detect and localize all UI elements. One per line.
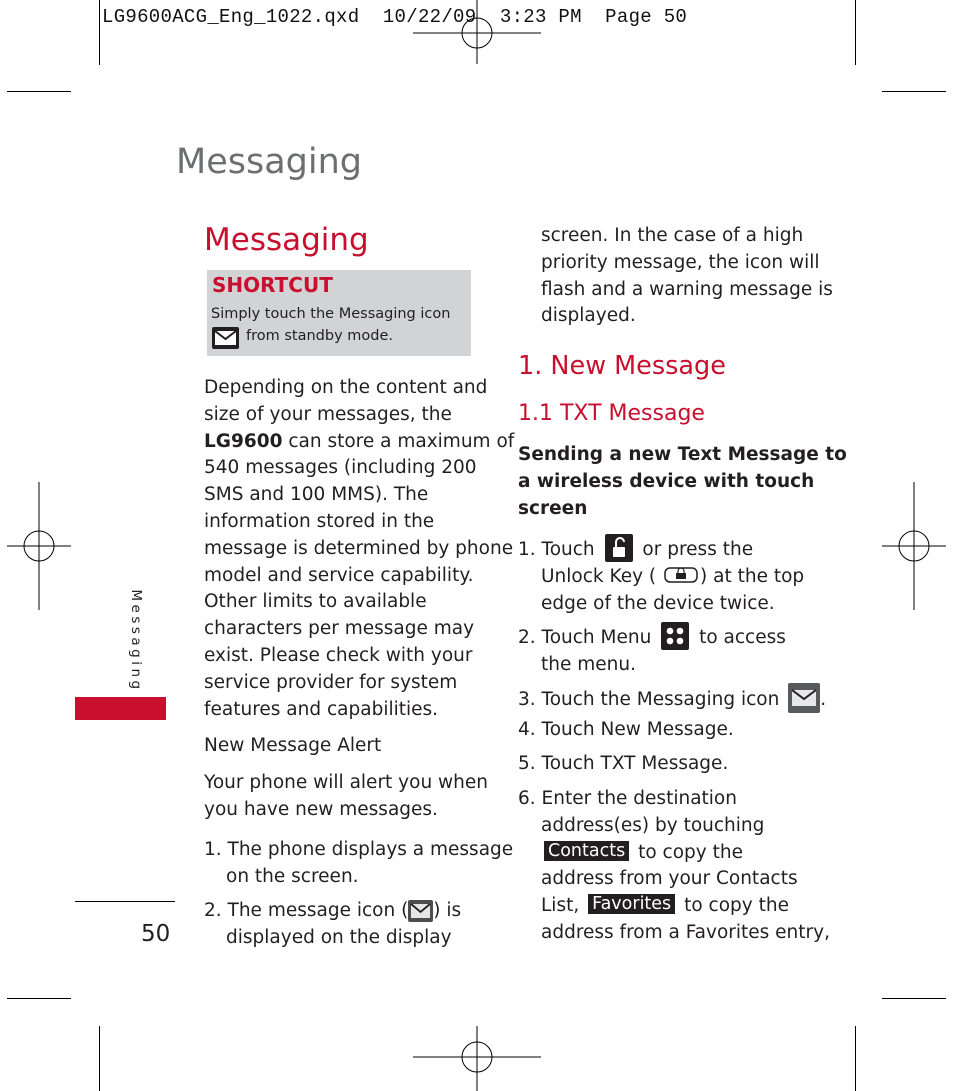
alert-heading: New Message Alert <box>204 735 382 756</box>
text-line: Sending a new Text Message to <box>518 444 847 465</box>
text-line: on the screen. <box>226 865 359 887</box>
crop-mark <box>99 0 100 65</box>
menu-option-txt-message: TXT Message <box>600 753 723 774</box>
continued-paragraph <box>541 223 833 330</box>
menu-icon <box>661 622 689 650</box>
menu-option-new-message: New Message <box>600 719 728 740</box>
alert-item-1 <box>204 837 513 891</box>
text-line: Depending on the content and <box>204 377 488 398</box>
text-line: SMS and 100 MMS). The <box>204 484 429 506</box>
text-line <box>518 564 804 591</box>
messaging-icon <box>788 683 820 713</box>
text-line: you have new messages. <box>204 798 438 820</box>
text-fragment: Unlock Key ( <box>541 565 657 587</box>
contacts-button-label: Contacts <box>544 841 629 861</box>
shortcut-text-line1: Simply touch the Messaging icon <box>211 306 451 322</box>
text-line: flash and a warning message is <box>541 278 833 300</box>
intro-paragraph <box>204 375 514 723</box>
text-fragment: 2. Touch Menu <box>518 627 652 648</box>
crop-mark <box>7 91 71 92</box>
envelope-icon <box>212 327 239 349</box>
text-fragment: ) is <box>433 900 462 921</box>
text-fragment: 1. Touch <box>518 539 595 560</box>
text-line: 1. The phone displays a message <box>204 839 514 860</box>
text-line: service provider for system <box>204 671 458 693</box>
text-line: displayed on the display <box>226 926 452 948</box>
step-5 <box>518 751 728 778</box>
step-1 <box>518 534 804 617</box>
text-line: Other limits to available <box>204 591 427 613</box>
crop-mark <box>99 1026 100 1091</box>
text-line: edge of the device twice. <box>541 592 775 614</box>
crop-mark <box>7 998 71 999</box>
text-fragment: . <box>820 689 827 710</box>
text-fragment: to copy the <box>638 841 743 863</box>
favorites-button-label: Favorites <box>588 894 675 914</box>
registration-mark-left <box>7 482 71 610</box>
text-line: a wireless device with touch <box>518 471 815 492</box>
text-fragment: . <box>727 719 734 740</box>
text-line <box>518 893 830 920</box>
unlock-key-icon <box>664 565 698 585</box>
section-title: Messaging <box>204 222 369 258</box>
text-line: characters per message may <box>204 618 475 640</box>
text-fragment: 3. Touch the Messaging icon <box>518 689 780 710</box>
text-line: exist. Please check with your <box>204 644 473 666</box>
text-line: 6. Enter the destination <box>518 788 737 809</box>
new-message-heading: 1. New Message <box>518 351 726 381</box>
text-fragment: 2. The message icon ( <box>204 900 409 921</box>
text-fragment: to access <box>699 627 786 648</box>
text-line: features and capabilities. <box>204 698 439 720</box>
crop-mark <box>855 0 856 65</box>
text-line: information stored in the <box>204 510 435 532</box>
registration-mark-bottom <box>413 1026 541 1091</box>
text-line: 540 messages (including 200 <box>204 457 477 479</box>
step-3 <box>518 683 826 714</box>
print-slug: LG9600ACG_Eng_1022.qxd 10/22/09 3:23 PM Page 50 <box>102 6 688 28</box>
step-2 <box>518 622 786 679</box>
crop-mark <box>882 91 946 92</box>
text-line: the menu. <box>541 653 636 675</box>
procedure-lead <box>518 441 847 522</box>
text-line: address from your Contacts <box>541 868 798 890</box>
text-line: screen. In the case of a high <box>541 225 804 246</box>
text-line <box>518 840 830 867</box>
text-line: Your phone will alert you when <box>204 772 489 793</box>
text-line: size of your messages, the <box>204 403 452 425</box>
text-line: model and service capability. <box>204 564 474 586</box>
shortcut-text-line2: from standby mode. <box>246 328 393 344</box>
crop-mark <box>882 998 946 999</box>
side-tab-label: Messaging <box>128 589 144 693</box>
step-6 <box>518 786 830 947</box>
txt-message-subheading: 1.1 TXT Message <box>518 401 705 426</box>
text-line: message is determined by phone <box>204 537 514 559</box>
chapter-title: Messaging <box>176 142 362 182</box>
text-line <box>518 534 804 564</box>
text-fragment: or press the <box>642 539 754 560</box>
shortcut-box <box>207 270 471 356</box>
text-fragment: 4. Touch <box>518 719 601 740</box>
text-line: address(es) by touching <box>541 814 765 836</box>
text-fragment: ) at the top <box>700 565 805 587</box>
text-fragment: 5. Touch <box>518 753 601 774</box>
text-line: address from a Favorites entry, <box>541 921 830 943</box>
alert-item-2 <box>204 898 461 952</box>
side-tab-marker <box>75 697 166 720</box>
text-line <box>204 898 461 925</box>
text-fragment: . <box>722 753 729 774</box>
text-line <box>204 429 514 456</box>
model-name: LG9600 <box>204 430 283 452</box>
text-line <box>518 717 734 744</box>
text-fragment: can store a maximum of <box>282 430 515 452</box>
unlock-icon <box>605 534 633 562</box>
text-fragment: List, <box>541 895 580 917</box>
page-number-rule <box>75 901 175 902</box>
registration-mark-right <box>882 482 946 610</box>
crop-mark <box>855 1026 856 1091</box>
text-line <box>518 683 826 714</box>
message-envelope-icon <box>408 900 433 922</box>
alert-paragraph <box>204 770 488 824</box>
text-line: priority message, the icon will <box>541 251 820 273</box>
text-line <box>518 622 786 652</box>
text-line: screen <box>518 498 588 519</box>
shortcut-title: SHORTCUT <box>212 273 333 297</box>
text-line: displayed. <box>541 305 636 327</box>
page-number: 50 <box>141 921 171 947</box>
step-4 <box>518 717 734 744</box>
text-line <box>518 751 728 778</box>
text-fragment: to copy the <box>684 895 789 917</box>
